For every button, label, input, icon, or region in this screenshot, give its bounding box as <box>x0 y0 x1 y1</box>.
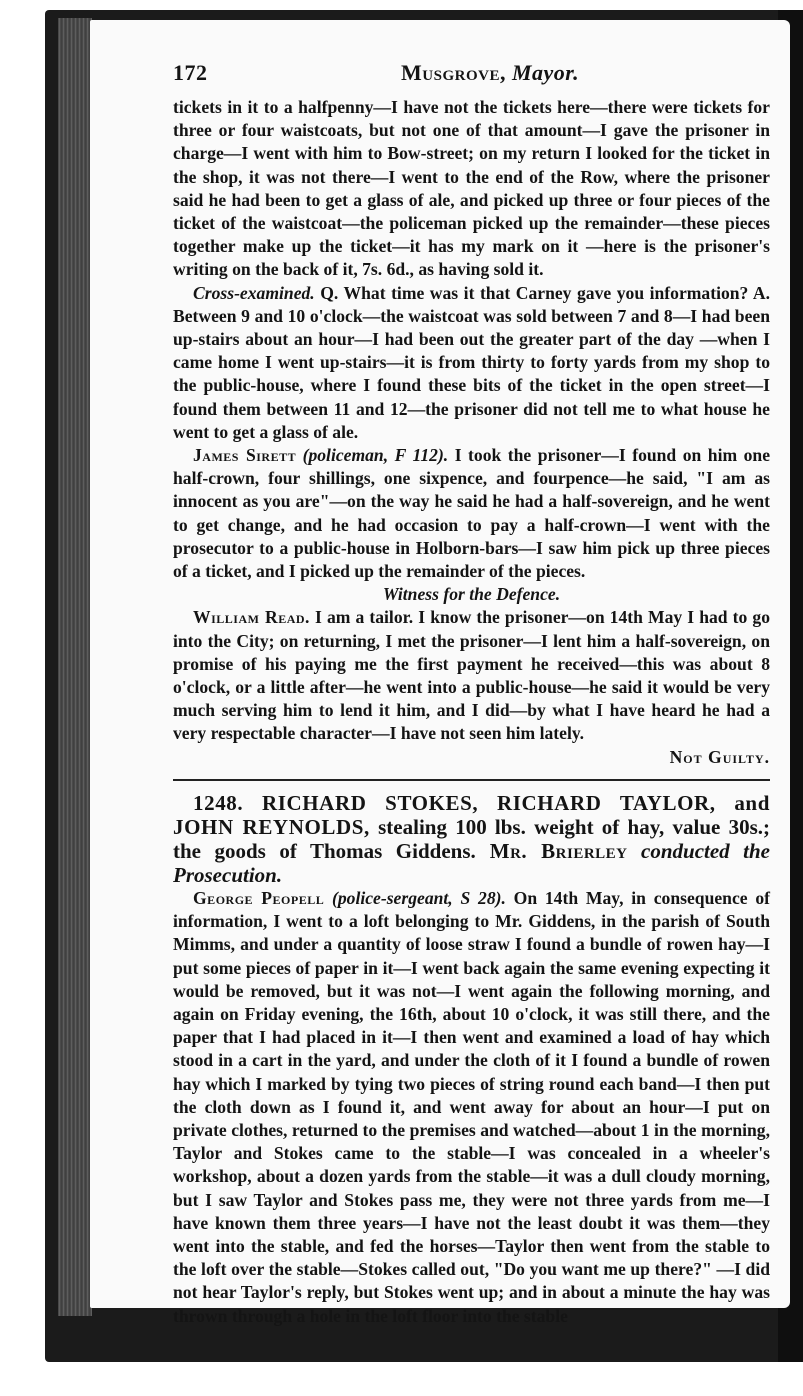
running-title <box>401 60 579 86</box>
page-text-block <box>173 60 770 1328</box>
witness-role-peopell: (police-sergeant, S 28). <box>324 887 506 908</box>
testimony-peopell: On 14th May, in consequence of information, I went to a loft belonging to Mr. Giddens, in the parish of South Mimms, and under a quantity of loose straw I found a bundle of rowen hay—I put some pieces of paper in it—I went back again the same evening expecting it would be removed, but it was not—I went again the following morning, and again on Friday evening, the 16th, about 10 o'clock, it was still there, and the paper that I had placed in it—I then went and examined a load of hay which stood in a cart in the yard, and under the cloth of it I found a bundle of rowen hay which I marked by tying two pieces of string round each band—I then put the cloth down as I found it, and went away for about an hour—I put on private clothes, returned to the premises and watched—about 1 in the morning, Taylor and Stokes came to the stable—I was concealed in a wheeler's workshop, about a dozen yards from the stable—it was a dull cloudy morning, but I saw Taylor and Stokes pass me, they were not three yards from me—I have known them three years—I have not the least doubt it was them—they went into the stable, and fed the horses—Taylor then went from the stable to the loft over the stable—Stokes called out, "Do you want me up there?" —I did not hear Taylor's reply, but Stokes went up; and in about a minute the hay was thrown through a hole in the loft floor into the stable <box>173 887 770 1326</box>
witness-role-sirett: (policeman, F 112). <box>296 445 449 466</box>
case-counsel-note: conducted the Prosecution. <box>173 838 770 887</box>
page-edges <box>58 18 92 1316</box>
paragraph-continued: tickets in it to a halfpenny—I have not the tickets here—there were tickets for three or four waistcoats, but not one of that amount—I gave the prisoner in charge—I went with him to Bow-street; on my return I looked for the ticket in the shop, it was not there—I went to the end of the Row, where the prisoner said he had been to get a glass of ale, and picked up three or four pieces of the ticket of the waistcoat—the policeman picked up the remainder—these pieces together make up the ticket—it has my mark on it —here is the prisoner's writing on the back of it, 7s. 6d., as having sold it. <box>173 97 770 280</box>
case-counsel: Mr. Brierley <box>475 838 628 863</box>
body-text <box>173 96 770 1328</box>
testimony-sirett: I took the prisoner—I found on him one half-crown, four shillings, one sixpence, and fourpence—he said, "I am as innocent as you are"—on the way he said he had a half-sovereign, and he went to get change, and he had occasion to pay a half-crown—I went with the prosecutor to a public-house in Holborn-bars—I saw him pick up three pieces of a ticket, and I picked up the remainder of the pieces. <box>173 445 771 582</box>
running-title-name: Musgrove, <box>401 60 506 85</box>
section-rule <box>173 779 770 781</box>
paragraph-sirett <box>173 444 770 583</box>
cross-examined-label: Cross-examined. <box>193 282 315 303</box>
case-number: 1248. <box>193 790 244 815</box>
testimony-read: I am a tailor. I know the prisoner—on 14th May I had to go into the City; on returning, I met the prisoner—I lent him a half-sovereign, on promise of his paying me the first payment he received—this was about 8 o'clock, or a little after—he went into a public-house—he said it would be very much serving him to lend it him, and I did—by what I have heard he had a very respectable character—I have not seen him lately. <box>173 607 770 744</box>
witness-name-sirett: James Sirett <box>193 445 297 466</box>
case-heading <box>173 791 770 887</box>
defence-heading: Witness for the Defence. <box>382 584 561 605</box>
witness-name-peopell: George Peopell <box>193 887 325 908</box>
witness-name-read: William Read. <box>193 607 310 628</box>
cross-examination-text: Q. What time was it that Carney gave you information? A. Between 9 and 10 o'clock—the waistcoat was sold between 7 and 8—I had been up-stairs about an hour—I had been out the greater part of the day —when I came home I went up-stairs—it is from thirty to forty yards from my shop to the public-house, where I found these bits of the ticket in the open street—I found them between 11 and 12—the prisoner did not tell me to what house he went to get a glass of ale. <box>173 282 770 442</box>
running-title-role: Mayor. <box>511 60 580 85</box>
case-charge: stealing 100 lbs. weight of hay, value 30s.; the goods of Thomas Giddens. <box>173 814 770 863</box>
running-header <box>173 60 770 96</box>
paragraph-read <box>173 606 770 745</box>
case-defendants: RICHARD STOKES, RICHARD TAYLOR, and JOHN REYNOLDS, <box>173 790 770 839</box>
book-page <box>90 20 790 1326</box>
paragraph-peopell <box>173 887 770 1328</box>
paragraph-cross-examination <box>173 282 770 444</box>
page-number: 172 <box>173 60 208 85</box>
verdict: Not Guilty. <box>669 746 770 767</box>
